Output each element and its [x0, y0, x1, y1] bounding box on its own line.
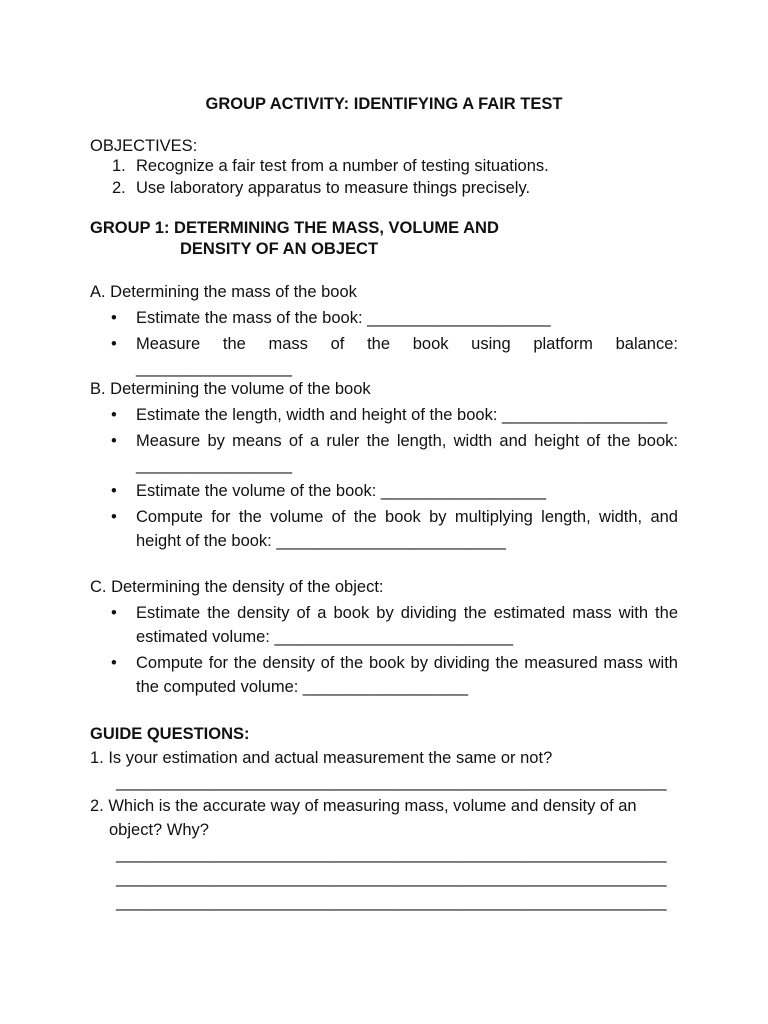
list-item [90, 429, 678, 477]
objectives-heading: OBJECTIVES: [90, 137, 198, 155]
objective-number: 2. [112, 179, 126, 197]
group-heading-line1: GROUP 1: DETERMINING THE MASS, VOLUME AND [90, 219, 499, 237]
group-heading [90, 218, 499, 260]
section-a-list [90, 306, 678, 380]
guide-question-1-text: 1. Is your estimation and actual measurement the same or not? [90, 749, 553, 767]
list-item-text: Measure by means of a ruler the length, width and height of the book: _________________ [136, 432, 678, 474]
objective-item [112, 155, 549, 177]
answer-line: ____________________________________________________________ [116, 893, 667, 911]
objective-text: Recognize a fair test from a number of testing situations. [136, 157, 549, 175]
list-item [90, 332, 678, 380]
answer-line: ____________________________________________________________ [116, 869, 667, 887]
list-item [90, 601, 678, 649]
objective-text: Use laboratory apparatus to measure things precisely. [136, 179, 531, 197]
section-a [90, 280, 678, 380]
answer-line: ____________________________________________________________ [116, 773, 667, 791]
section-c-title: C. Determining the density of the object: [90, 578, 384, 596]
objectives-list [112, 155, 549, 199]
section-c [90, 575, 678, 699]
section-b-list [90, 403, 678, 553]
guide-question-2-text: 2. Which is the accurate way of measuring mass, volume and density of an object? Why? [90, 797, 637, 839]
answer-line: ____________________________________________________________ [116, 845, 667, 863]
bullet-icon: • [111, 432, 117, 450]
bullet-icon: • [111, 604, 117, 622]
bullet-icon: • [111, 482, 117, 500]
section-b-title: B. Determining the volume of the book [90, 380, 371, 398]
section-c-list [90, 601, 678, 699]
list-item [90, 505, 678, 553]
bullet-icon: • [111, 508, 117, 526]
section-b [90, 377, 678, 553]
list-item-text: Estimate the length, width and height of the book: __________________ [136, 406, 668, 424]
page-title: GROUP ACTIVITY: IDENTIFYING A FAIR TEST [205, 95, 563, 113]
list-item-text: Estimate the volume of the book: __________________ [136, 482, 547, 500]
guide-question-2 [90, 794, 678, 914]
list-item [90, 403, 678, 427]
list-item [90, 306, 678, 330]
list-item [90, 651, 678, 699]
bullet-icon: • [111, 406, 117, 424]
bullet-icon: • [111, 335, 117, 353]
list-item-text: Compute for the density of the book by dividing the measured mass with the computed volume: __________________ [136, 654, 678, 696]
list-item-text: Compute for the volume of the book by multiplying length, width, and height of the book: _________________________ [136, 508, 678, 550]
group-heading-line2: DENSITY OF AN OBJECT [180, 240, 379, 258]
objective-item [112, 177, 549, 199]
bullet-icon: • [111, 309, 117, 327]
guide-question-1 [90, 746, 678, 794]
list-item [90, 479, 678, 503]
guide-questions-heading: GUIDE QUESTIONS: [90, 725, 250, 743]
list-item-text: Estimate the mass of the book: ____________________ [136, 309, 551, 327]
bullet-icon: • [111, 654, 117, 672]
objective-number: 1. [112, 157, 126, 175]
list-item-text: Estimate the density of a book by dividing the estimated mass with the estimated volume: __________________________ [136, 604, 678, 646]
list-item-text: Measure the mass of the book using platform balance: _________________ [136, 335, 678, 377]
section-a-title: A. Determining the mass of the book [90, 283, 357, 301]
